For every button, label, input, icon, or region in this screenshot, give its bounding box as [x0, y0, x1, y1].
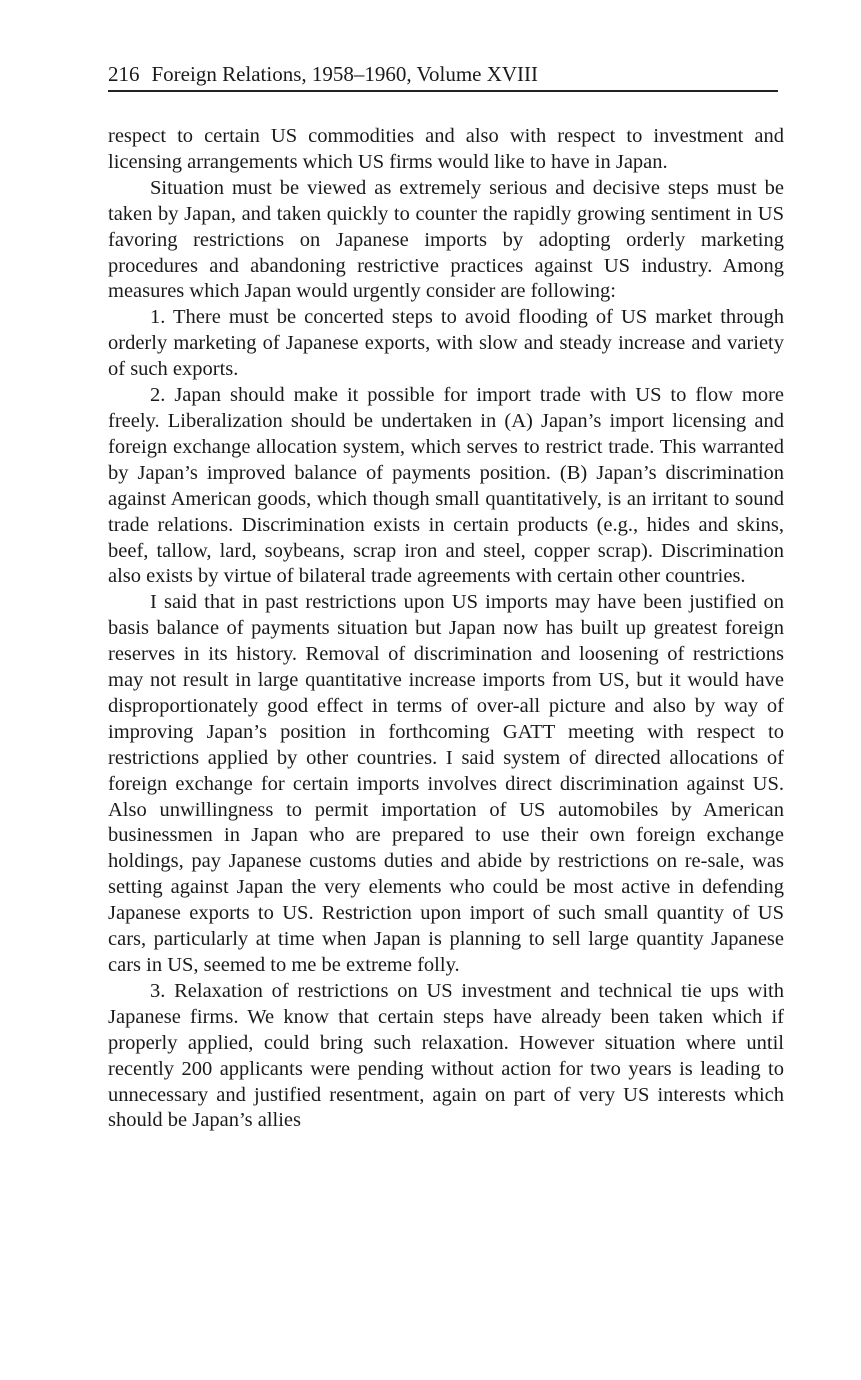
- paragraph-continuation: respect to certain US commodities and also with respect to investment and licensing arrangements which US firms would like to have in Japan.: [108, 125, 784, 173]
- paragraph-item-1: 1. There must be concerted steps to avoid flooding of US market through orderly marketing of Japanese exports, with slow and steady increase and variety of such exports.: [108, 306, 784, 381]
- paragraph-item-2: 2. Japan should make it possible for import trade with US to flow more freely. Liberalization should be undertaken in (A) Japan’s import licensing and foreign exchange allocation system, which serves to restrict trade. This warranted by Japan’s improved balance of payments position. (B) Japan’s discrimination against American goods, which though small quantitatively, is an irritant to sound trade relations. Discrimination exists in certain products (e.g., hides and skins, beef, tallow, lard, soybeans, scrap iron and steel, copper scrap). Discrimination also exists by virtue of bilateral trade agreements with certain other countries.: [108, 384, 784, 588]
- paragraph-restrictions: I said that in past restrictions upon US imports may have been justified on basis balance of payments situation but Japan now has built up greatest foreign reserves in its history. Removal of discrimination and loosening of restrictions may not result in large quantitative increase imports from US, but it would have disproportionately good effect in terms of over-all picture and also by way of improving Japan’s position in forthcoming GATT meeting with respect to restrictions applied by other countries. I said system of directed allocations of foreign exchange for certain imports involves direct discrimination against US. Also unwillingness to permit importation of US automobiles by American businessmen in Japan who are prepared to use their own foreign exchange holdings, pay Japanese customs duties and abide by restrictions on re-sale, was setting against Japan the very elements who could be most active in defending Japanese exports to US. Restriction upon import of such small quantity of US cars, particularly at time when Japan is planning to sell large quantity Japanese cars in US, seemed to me be extreme folly.: [108, 591, 784, 976]
- paragraph-situation: Situation must be viewed as extremely serious and decisive steps must be taken by Japan, and taken quickly to counter the rapidly growing sentiment in US favoring restrictions on Japanese imports by adopting orderly marketing procedures and abandoning restrictive practices against US industry. Among measures which Japan would urgently consider are following:: [108, 176, 784, 303]
- page-number: 216: [108, 62, 140, 86]
- running-title: Foreign Relations, 1958–1960, Volume XVIII: [151, 62, 539, 86]
- body-text: [108, 124, 784, 1134]
- paragraph-item-3: 3. Relaxation of restrictions on US investment and technical tie ups with Japanese firms. We know that certain steps have already been taken which if properly applied, could bring such relaxation. However situation where until recently 200 applicants were pending without action for two years is leading to unnecessary and justified resentment, again on part of very US interests which should be Japan’s allies: [108, 979, 784, 1132]
- running-header: [108, 60, 778, 92]
